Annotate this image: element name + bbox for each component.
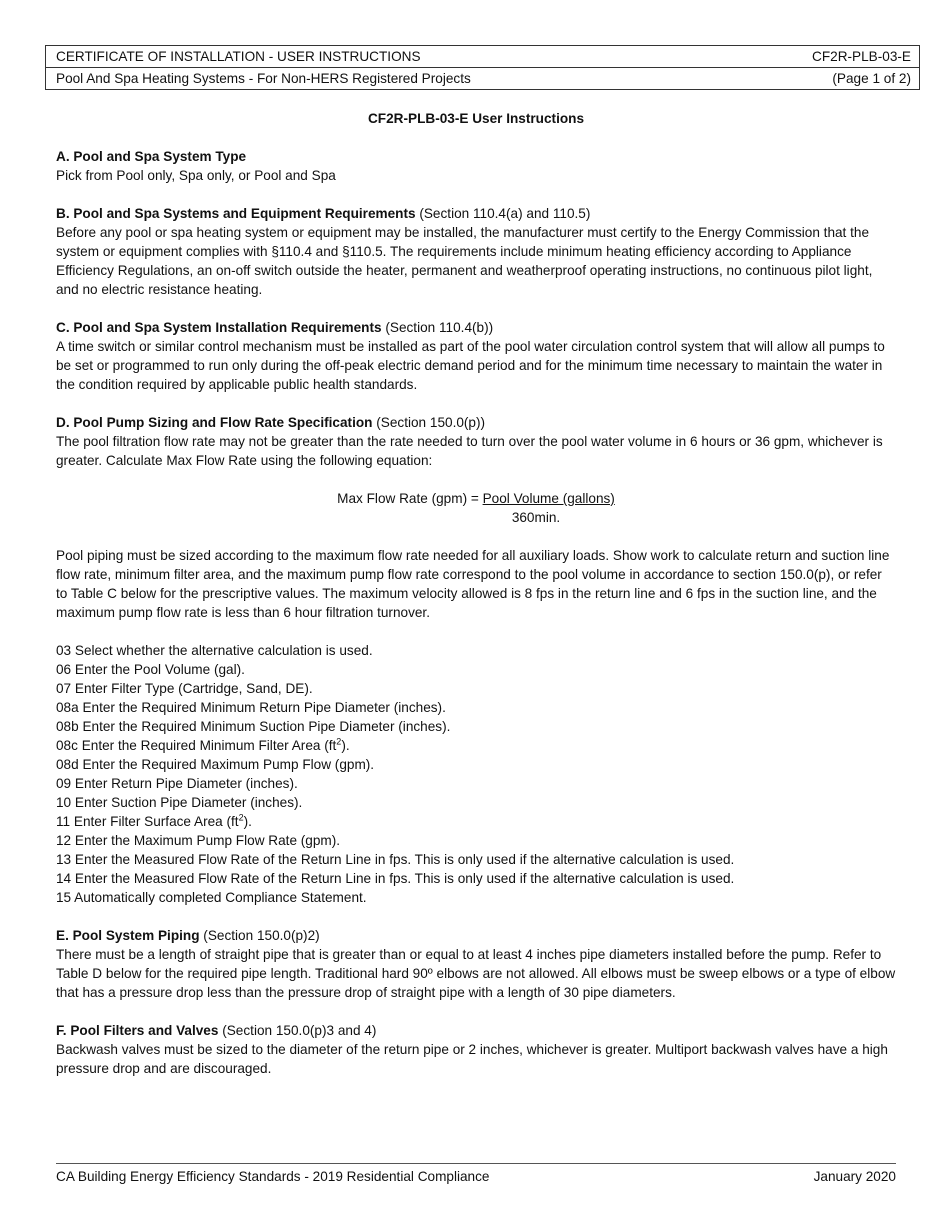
section-c-ref: (Section 110.4(b)) [381, 320, 494, 335]
section-e [56, 926, 896, 1002]
footer-date: January 2020 [813, 1169, 896, 1184]
list-item: 08b Enter the Required Minimum Suction Pipe Diameter (inches). [56, 719, 451, 734]
section-e-title: E. Pool System Piping [56, 928, 200, 943]
list-item: 09 Enter Return Pipe Diameter (inches). [56, 776, 298, 791]
section-b [56, 204, 896, 299]
document-title: CF2R-PLB-03-E User Instructions [367, 111, 585, 126]
section-f-ref: (Section 150.0(p)3 and 4) [218, 1023, 377, 1038]
section-c-title: C. Pool and Spa System Installation Requirements [56, 320, 382, 335]
section-d [56, 413, 896, 470]
section-a-body: Pick from Pool only, Spa only, or Pool and Spa [56, 168, 336, 183]
list-item: 08a Enter the Required Minimum Return Pipe Diameter (inches). [56, 700, 446, 715]
formula-lhs: Max Flow Rate (gpm) = [337, 491, 483, 506]
formula-numerator: Pool Volume (gallons) [482, 491, 615, 506]
list-item: 07 Enter Filter Type (Cartridge, Sand, DE). [56, 681, 313, 696]
section-e-ref: (Section 150.0(p)2) [199, 928, 320, 943]
section-f-title: F. Pool Filters and Valves [56, 1023, 219, 1038]
formula-denominator: 360min. [511, 510, 561, 525]
form-header [45, 45, 920, 90]
page-info: (Page 1 of 2) [832, 71, 911, 86]
section-d-piping [56, 546, 896, 622]
form-code: CF2R-PLB-03-E [812, 49, 911, 64]
section-d-title: D. Pool Pump Sizing and Flow Rate Specification [56, 415, 373, 430]
list-item: 15 Automatically completed Compliance Statement. [56, 890, 367, 905]
section-b-body: Before any pool or spa heating system or equipment may be installed, the manufacturer must certify to the Energy Commission that the system or equipment complies with §110.4 and §110.5. The requirements include minimum heating efficiency according to Appliance Efficiency Regulations, an on-off switch outside the heater, permanent and weatherproof operating instructions, no continuous pilot light, and no electric resistance heating. [56, 225, 873, 297]
form-title: CERTIFICATE OF INSTALLATION - USER INSTRUCTIONS [56, 49, 421, 64]
page-footer [56, 1163, 896, 1186]
section-b-title: B. Pool and Spa Systems and Equipment Requirements [56, 206, 416, 221]
field-instructions-list [56, 641, 896, 907]
list-item: 10 Enter Suction Pipe Diameter (inches). [56, 795, 303, 810]
list-item: 14 Enter the Measured Flow Rate of the Return Line in fps. This is only used if the alternative calculation is used. [56, 871, 735, 886]
max-flow-formula [56, 489, 896, 527]
list-item: 11 Enter Filter Surface Area $(ft^2)$. [56, 812, 252, 829]
section-d-body: The pool filtration flow rate may not be greater than the rate needed to turn over the pool water volume in 6 hours or 36 gpm, whichever is greater. Calculate Max Flow Rate using the following equation: [56, 434, 883, 468]
section-b-ref: (Section 110.4(a) and 110.5) [415, 206, 591, 221]
form-subtitle: Pool And Spa Heating Systems - For Non-HERS Registered Projects [56, 71, 471, 86]
list-item: 12 Enter the Maximum Pump Flow Rate (gpm). [56, 833, 341, 848]
section-f-body: Backwash valves must be sized to the diameter of the return pipe or 2 inches, whichever is greater. Multiport backwash valves have a high pressure drop and are discouraged. [56, 1042, 888, 1076]
header-row-title [46, 46, 919, 67]
list-item: 13 Enter the Measured Flow Rate of the Return Line in fps. This is only used if the alternative calculation is used. [56, 852, 735, 867]
section-c-body: A time switch or similar control mechanism must be installed as part of the pool water circulation control system that will allow all pumps to be set or programmed to run only during the off-peak electric demand period and for the minimum time necessary to maintain the water in the condition required by applicable public health standards. [56, 339, 885, 392]
list-item: 08c Enter the Required Minimum Filter Area $(ft^2)$. [56, 736, 350, 753]
section-e-body: There must be a length of straight pipe that is greater than or equal to at least 4 inches pipe diameters installed before the pump. Refer to Table D below for the required pipe length. Traditional hard 90º elbows are not allowed. All elbows must be sweep elbows or a type of elbow that has a pressure drop less than the pressure drop of straight pipe with a length of 30 pipe diameters. [56, 947, 896, 1000]
section-d-body2: Pool piping must be sized according to the maximum flow rate needed for all auxiliary loads. Show work to calculate return and suction line flow rate, minimum filter area, and the maximum pump flow rate correspond to the pool volume in accordance to section 150.0(p), or refer to Table C below for the prescriptive values. The maximum velocity allowed is 8 fps in the return line and 6 fps in the suction line, and the maximum pump flow rate is less than 6 hour filtration turnover. [56, 548, 890, 620]
document-body [56, 109, 896, 1097]
section-c [56, 318, 896, 394]
list-item: 06 Enter the Pool Volume (gal). [56, 662, 245, 677]
list-item: 03 Select whether the alternative calculation is used. [56, 643, 373, 658]
section-f [56, 1021, 896, 1078]
section-a [56, 147, 896, 185]
section-d-ref: (Section 150.0(p)) [372, 415, 486, 430]
header-row-subtitle [46, 67, 919, 89]
list-item: 08d Enter the Required Maximum Pump Flow (gpm). [56, 757, 375, 772]
section-a-title: A. Pool and Spa System Type [56, 149, 247, 164]
footer-standards: CA Building Energy Efficiency Standards - 2019 Residential Compliance [56, 1169, 490, 1184]
